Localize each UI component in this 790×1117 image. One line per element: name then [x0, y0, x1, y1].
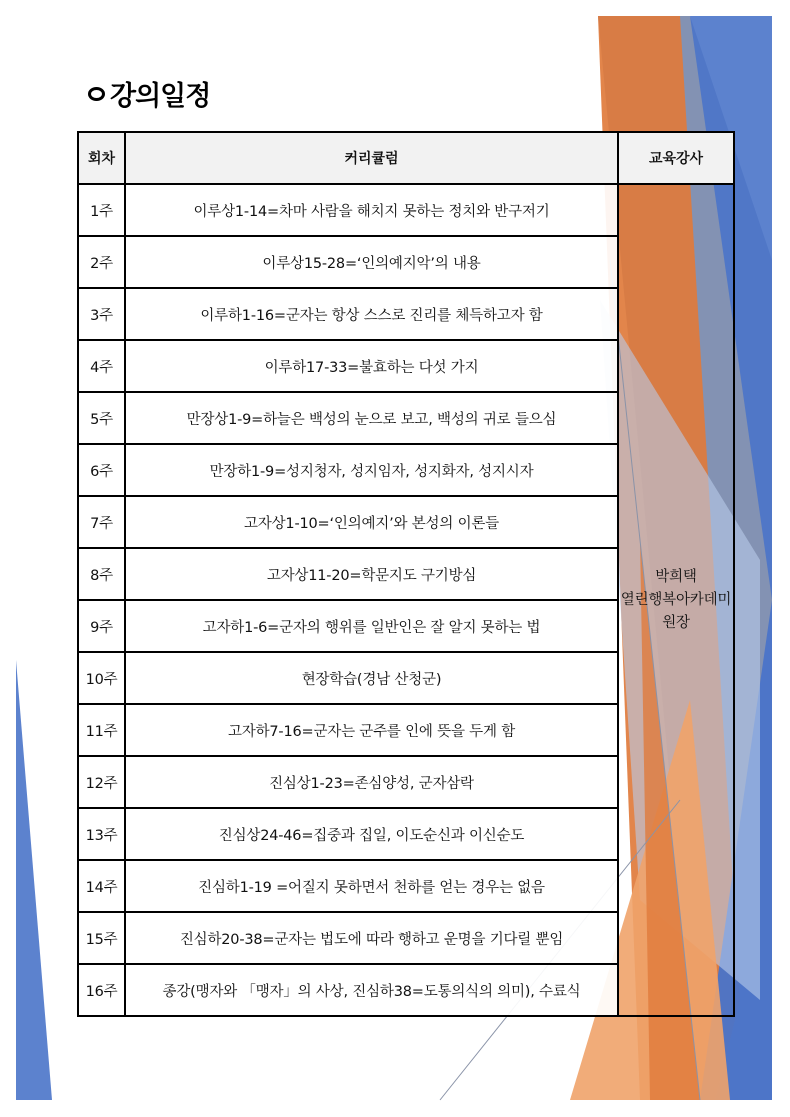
week-cell: 2주: [78, 236, 125, 288]
header-curriculum: 커리큘럼: [125, 132, 618, 184]
curriculum-cell: 고자상1-10=‘인의예지’와 본성의 이론들: [125, 496, 618, 548]
header-week: 회차: [78, 132, 125, 184]
week-cell: 12주: [78, 756, 125, 808]
curriculum-cell: 만장상1-9=하늘은 백성의 눈으로 보고, 백성의 귀로 들으심: [125, 392, 618, 444]
curriculum-cell: 만장하1-9=성지청자, 성지임자, 성지화자, 성지시자: [125, 444, 618, 496]
curriculum-cell: 이루상1-14=차마 사람을 해치지 못하는 정치와 반구저기: [125, 184, 618, 236]
curriculum-cell: 진심상24-46=집중과 집일, 이도순신과 이신순도: [125, 808, 618, 860]
instructor-position: 원장: [662, 614, 690, 631]
curriculum-cell: 고자상11-20=학문지도 구기방심: [125, 548, 618, 600]
week-cell: 10주: [78, 652, 125, 704]
curriculum-cell: 이루하1-16=군자는 항상 스스로 진리를 체득하고자 함: [125, 288, 618, 340]
curriculum-cell: 이루하17-33=불효하는 다섯 가지: [125, 340, 618, 392]
week-cell: 4주: [78, 340, 125, 392]
curriculum-cell: 진심하1-19 =어질지 못하면서 천하를 얻는 경우는 없음: [125, 860, 618, 912]
circle-bullet-icon: [88, 87, 105, 101]
week-cell: 15주: [78, 912, 125, 964]
week-cell: 13주: [78, 808, 125, 860]
week-cell: 6주: [78, 444, 125, 496]
instructor-name: 박희택: [655, 568, 697, 585]
schedule-table: [77, 131, 735, 1017]
curriculum-cell: 진심하20-38=군자는 법도에 따라 행하고 운명을 기다릴 뿐임: [125, 912, 618, 964]
week-cell: 9주: [78, 600, 125, 652]
curriculum-cell: 현장학습(경남 산청군): [125, 652, 618, 704]
curriculum-cell: 고자하7-16=군자는 군주를 인에 뜻을 두게 함: [125, 704, 618, 756]
curriculum-cell: 진심상1-23=존심양성, 군자삼락: [125, 756, 618, 808]
curriculum-cell: 고자하1-6=군자의 행위를 일반인은 잘 알지 못하는 법: [125, 600, 618, 652]
page-title: [88, 74, 210, 113]
curriculum-cell: 이루상15-28=‘인의예지악’의 내용: [125, 236, 618, 288]
week-cell: 1주: [78, 184, 125, 236]
week-cell: 3주: [78, 288, 125, 340]
page-title-text: 강의일정: [110, 81, 211, 112]
week-cell: 14주: [78, 860, 125, 912]
week-cell: 16주: [78, 964, 125, 1016]
week-cell: 5주: [78, 392, 125, 444]
table-row: [78, 184, 734, 236]
instructor-affiliation: 열린행복아카데미: [620, 591, 732, 608]
week-cell: 7주: [78, 496, 125, 548]
curriculum-cell: 종강(맹자와 「맹자」의 사상, 진심하38=도통의식의 의미), 수료식: [125, 964, 618, 1016]
header-instructor: 교육강사: [618, 132, 734, 184]
week-cell: 11주: [78, 704, 125, 756]
instructor-cell: [618, 184, 734, 1016]
week-cell: 8주: [78, 548, 125, 600]
table-header-row: [78, 132, 734, 184]
